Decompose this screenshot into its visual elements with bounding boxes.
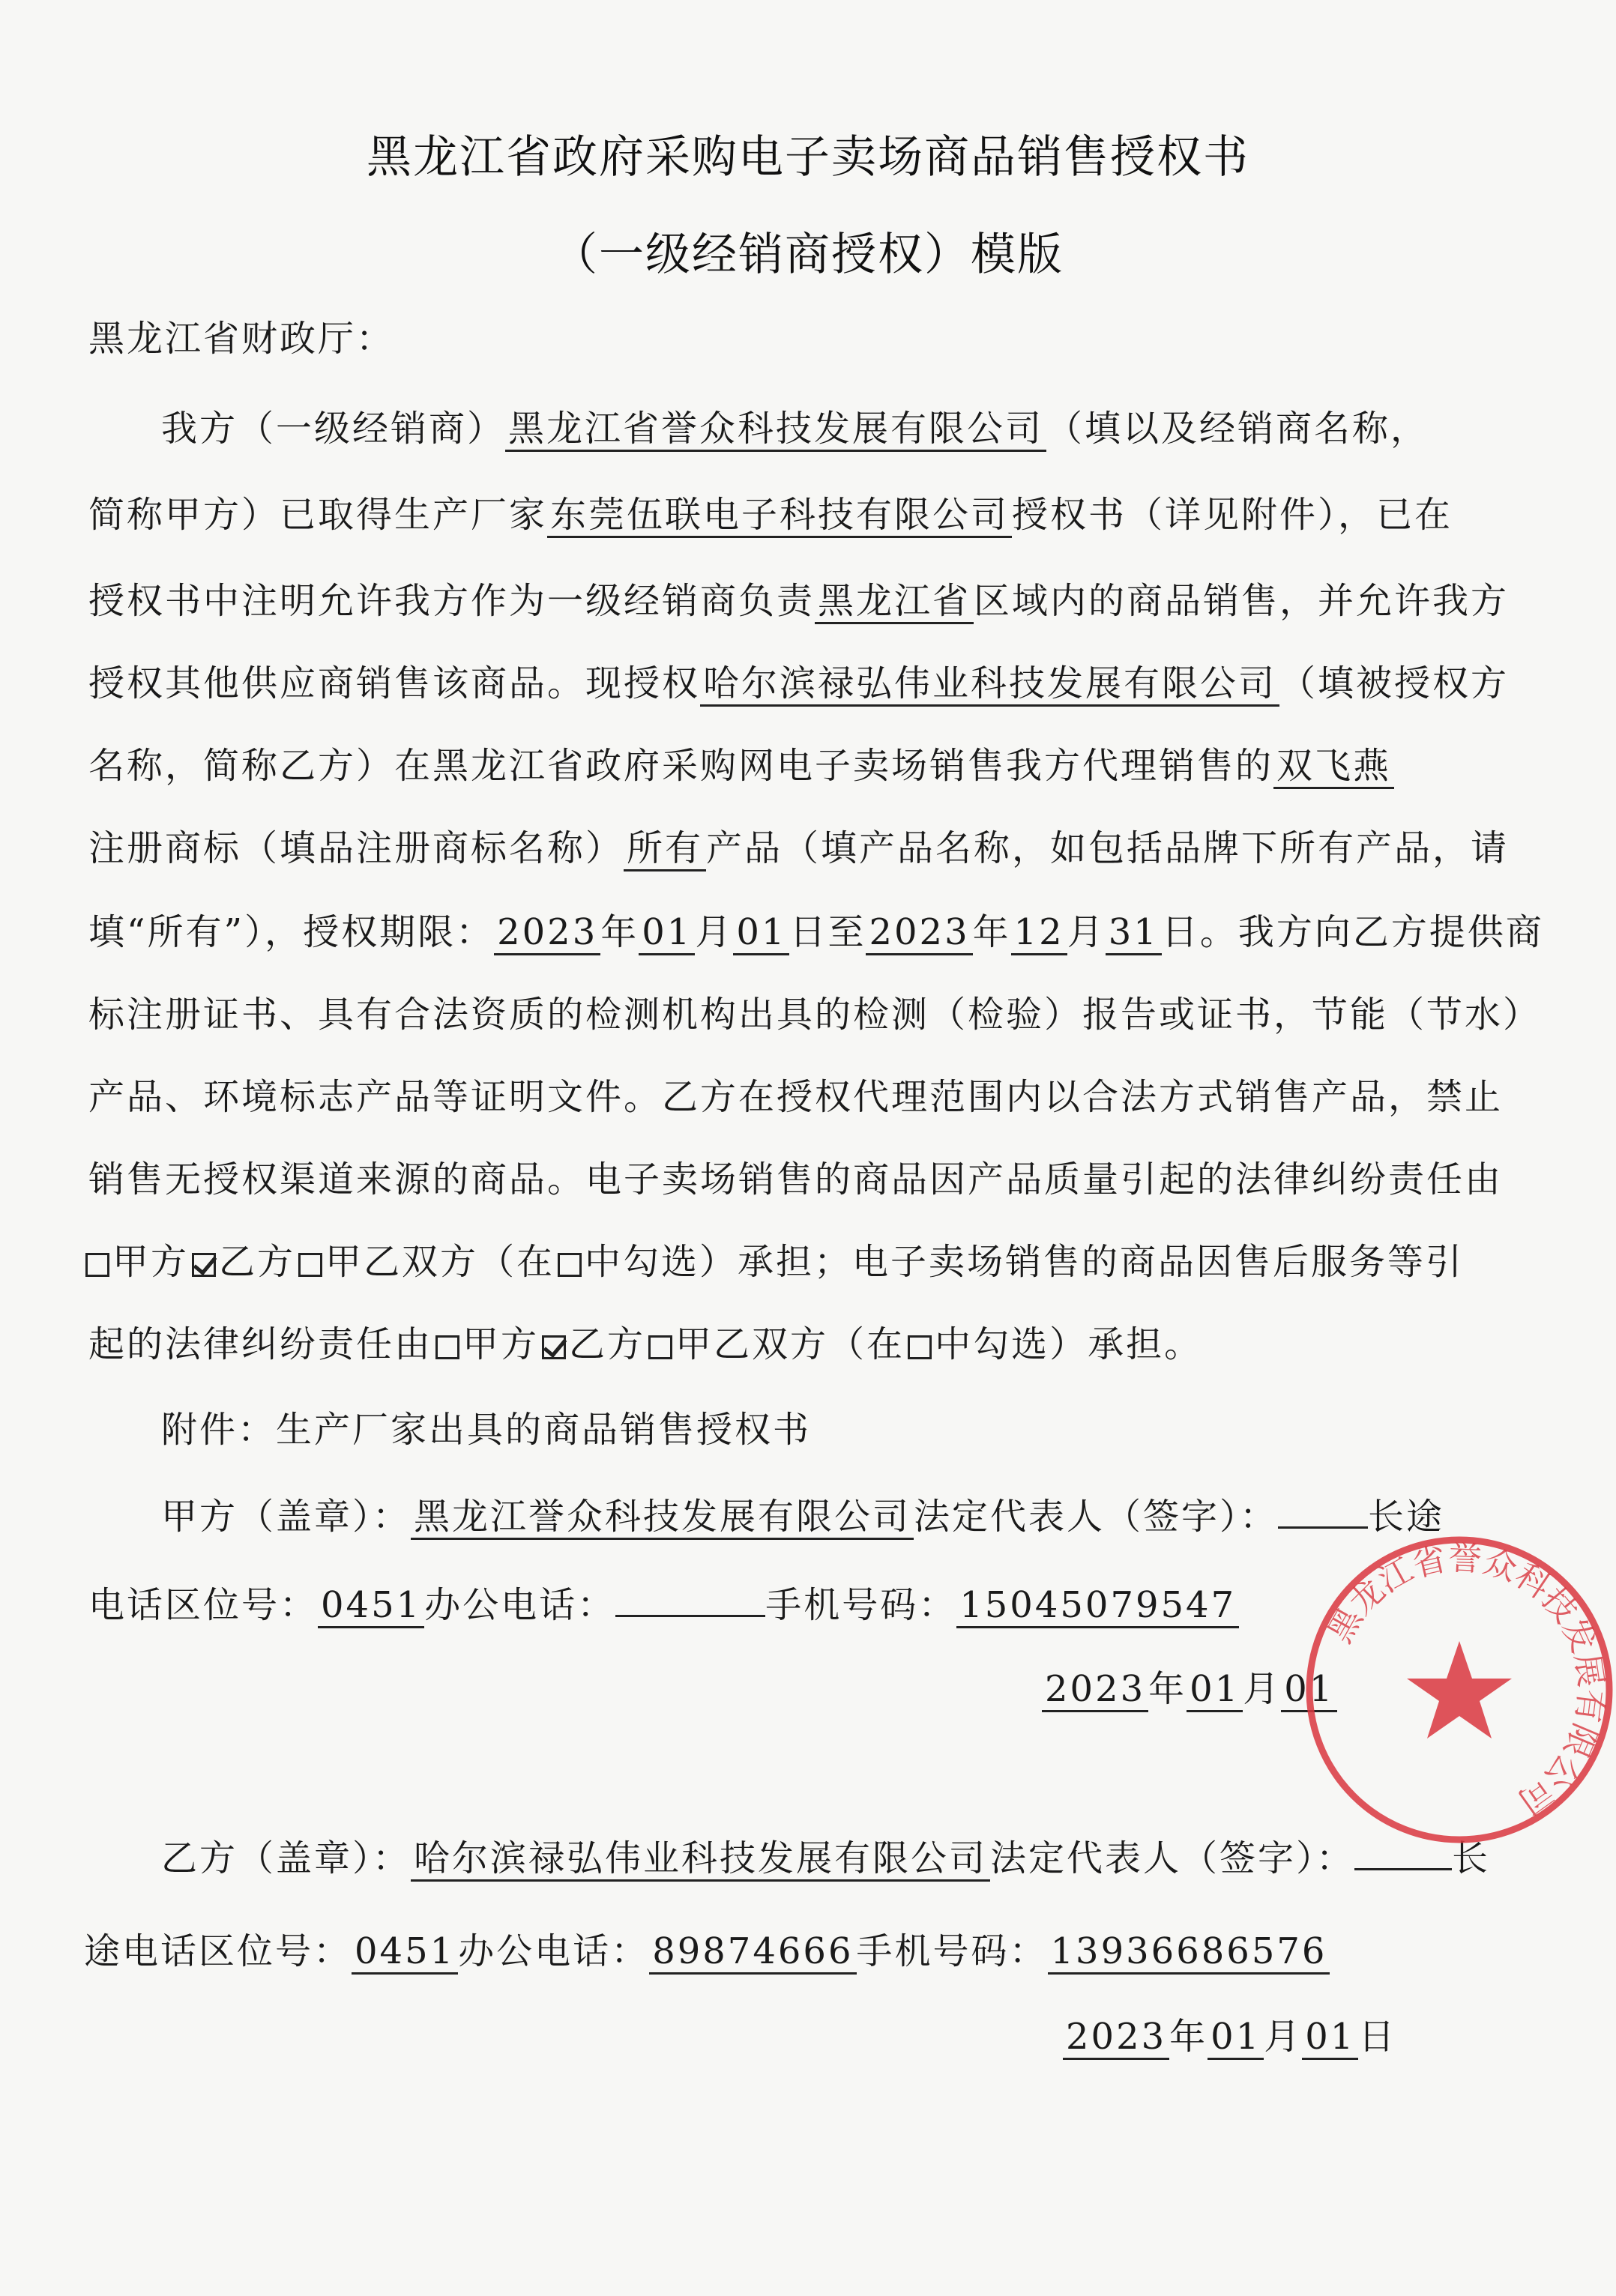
party-b-area-code: 0451	[352, 1930, 458, 1975]
checkbox-party-b-checked[interactable]	[192, 1253, 216, 1277]
end-year: 2023	[866, 911, 972, 955]
para-line-8: 标注册证书、具有合法资质的检测机构出具的检测（检验）报告或证书，节能（节水）	[88, 994, 1542, 1036]
end-day: 31	[1106, 911, 1162, 955]
party-b-line: 乙方（盖章）：哈尔滨禄弘伟业科技发展有限公司法定代表人（签字）： 长	[161, 1834, 1490, 1882]
para-line-1: 我方（一级经销商）黑龙江省誉众科技发展有限公司（填以及经销商名称，	[161, 405, 1429, 453]
party-a-mobile: 15045079547	[956, 1584, 1239, 1628]
party-b-name: 哈尔滨禄弘伟业科技发展有限公司	[411, 1837, 990, 1882]
checkbox-service-sample	[908, 1335, 932, 1359]
checkbox-both-parties[interactable]	[298, 1253, 322, 1277]
checkbox-service-party-b-checked[interactable]	[542, 1335, 566, 1359]
party-a-date: 2023年01月01	[1042, 1665, 1337, 1713]
para-line-7: 填“所有”），授权期限：2023年01月01日至2023年12月31日。我方向乙方提供商	[88, 908, 1544, 956]
addressee: 黑龙江省财政厅：	[88, 318, 395, 360]
party-a-area-code: 0451	[318, 1584, 424, 1628]
party-b-mobile: 13936686576	[1048, 1930, 1330, 1975]
party-b-phone-line: 途电话区位号：0451办公电话：89874666手机号码：13936686576	[84, 1927, 1330, 1975]
para-line-6: 注册商标（填品注册商标名称）所有产品（填产品名称，如包括品牌下所有产品，请	[88, 824, 1509, 872]
para-line-9: 产品、环境标志产品等证明文件。乙方在授权代理范围内以合法方式销售产品，禁止	[88, 1076, 1504, 1118]
para-line-5: 名称，简称乙方）在黑龙江省政府采购网电子卖场销售我方代理销售的双飞燕	[88, 742, 1394, 790]
para-line-2: 简称甲方）已取得生产厂家东莞伍联电子科技有限公司授权书（详见附件），已在	[88, 491, 1453, 539]
attachment-note: 附件：生产厂家出具的商品销售授权书	[161, 1409, 812, 1451]
party-b-date: 2023年01月01日	[1063, 2013, 1396, 2061]
para-line-12: 起的法律纠纷责任由 甲方 乙方 甲乙双方（在 中勾选）承担。	[88, 1323, 1203, 1365]
party-a-name: 黑龙江誉众科技发展有限公司	[411, 1496, 914, 1540]
grantee-name: 哈尔滨禄弘伟业科技发展有限公司	[700, 662, 1279, 707]
para-line-11: 甲方 乙方 甲乙双方（在 中勾选）承担；电子卖场销售的商品因售后服务等引	[82, 1238, 1464, 1286]
para-line-3: 授权书中注明允许我方作为一级经销商负责黑龙江省区域内的商品销售，并允许我方	[88, 577, 1509, 625]
manufacturer-name: 东莞伍联电子科技有限公司	[547, 494, 1012, 538]
party-a-office-blank	[615, 1585, 765, 1617]
start-day: 01	[733, 911, 789, 955]
party-a-signature-blank	[1278, 1496, 1368, 1529]
document-subtitle: （一级经销商授权）模版	[552, 229, 1064, 281]
start-year: 2023	[494, 911, 600, 955]
region: 黑龙江省	[815, 580, 974, 624]
checkbox-sample	[558, 1253, 582, 1277]
start-month: 01	[639, 911, 695, 955]
product-scope: 所有	[624, 827, 706, 871]
para-line-10: 销售无授权渠道来源的商品。电子卖场销售的商品因产品质量引起的法律纠纷责任由	[88, 1158, 1504, 1200]
para-line-4: 授权其他供应商销售该商品。现授权哈尔滨禄弘伟业科技发展有限公司（填被授权方	[88, 659, 1509, 707]
party-a-phone-line: 电话区位号：0451办公电话： 手机号码：15045079547	[88, 1581, 1239, 1629]
dealer-name: 黑龙江省誉众科技发展有限公司	[505, 408, 1046, 452]
svg-text:黑龙江省誉众科技发展有限公司: 黑龙江省誉众科技发展有限公司	[1321, 1539, 1611, 1822]
checkbox-party-a[interactable]	[85, 1253, 109, 1277]
party-b-office-phone: 89874666	[649, 1930, 856, 1975]
checkbox-service-both[interactable]	[648, 1335, 672, 1359]
end-month: 12	[1011, 911, 1067, 955]
checkbox-service-party-a[interactable]	[435, 1335, 459, 1359]
party-a-line: 甲方（盖章）：黑龙江誉众科技发展有限公司法定代表人（签字）： 长途	[161, 1493, 1444, 1541]
brand-name: 双飞燕	[1273, 745, 1394, 789]
company-seal-stamp	[1298, 1529, 1616, 1851]
document-title: 黑龙江省政府采购电子卖场商品销售授权书	[367, 131, 1249, 184]
